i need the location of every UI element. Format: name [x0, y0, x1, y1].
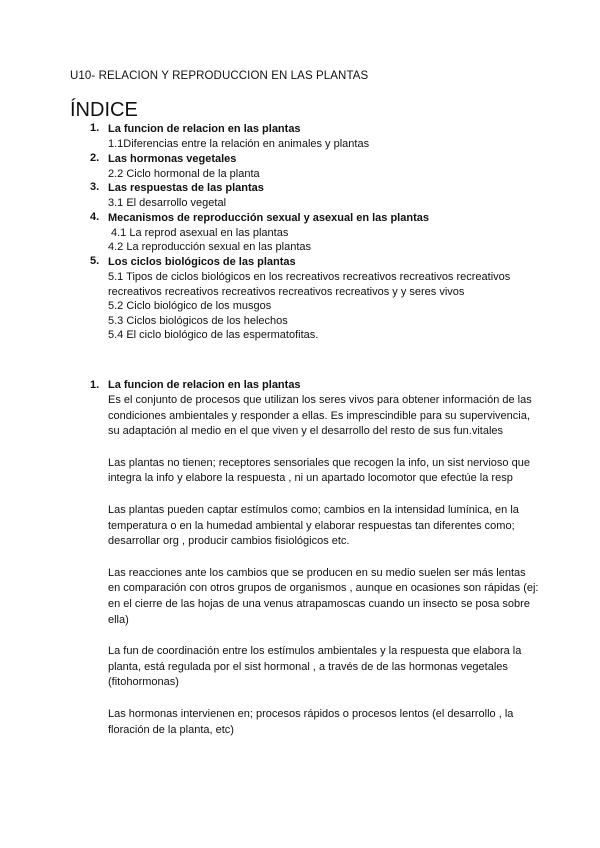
toc-subitem: 5.4 El ciclo biológico de las espermatofitas.: [108, 329, 319, 342]
paragraph: Las plantas no tienen; receptores sensoriales que recogen la info, un sist nervioso que integra la info y elabore la respuesta , ni un apartado locomotor que efectúe la resp: [108, 456, 530, 485]
toc-subitem: 3.1 El desarrollo vegetal: [108, 197, 227, 210]
toc-heading: Las hormonas vegetales: [108, 152, 237, 165]
index-heading: ÍNDICE: [70, 99, 138, 121]
table-of-contents: [90, 122, 550, 343]
toc-heading: Mecanismos de reproducción sexual y asexual en las plantas: [108, 211, 429, 224]
section-title: La funcion de relacion en las plantas: [108, 379, 301, 391]
section-heading: [90, 378, 540, 393]
toc-item-5: [90, 255, 550, 343]
toc-subitem: 1.1Diferencias entre la relación en animales y plantas: [108, 138, 370, 150]
toc-number: 5.: [90, 254, 100, 267]
document-title: U10- RELACION Y REPRODUCCION EN LAS PLANTAS: [70, 70, 369, 82]
toc-subitem: 4.1 La reprod asexual en las plantas: [111, 226, 289, 239]
toc-item-1: [90, 122, 550, 152]
paragraph: La fun de coordinación entre los estímulos ambientales y la respuesta que elabora la planta, está regulada por el sist hormonal , a través de de las hormonas vegetales (fitohormonas): [108, 645, 522, 689]
toc-subitem: 4.2 La reproducción sexual en las plantas: [108, 241, 312, 254]
toc-item-2: [90, 152, 550, 182]
paragraph: Las plantas pueden captar estímulos como; cambios en la intensidad lumínica, en la temperatura o en la humedad ambiental y elaborar respuestas tan diferentes como; desarrollar org , producir cambios fisiológicos etc.: [108, 503, 519, 548]
toc-heading: Los ciclos biológicos de las plantas: [108, 255, 296, 268]
toc-number: 4.: [90, 210, 100, 223]
toc-subitem: 5.3 Ciclos biológicos de los helechos: [108, 314, 288, 327]
toc-number: 1.: [90, 122, 100, 134]
toc-subitem: 2.2 Ciclo hormonal de la planta: [108, 167, 260, 180]
paragraph: Es el conjunto de procesos que utilizan los seres vivos para obtener información de las condiciones ambientales y responder a ellas. Es imprescindible para su supervivencia, su adaptación al medio en el que viven y el desarrollo del resto de sus fun.vitales: [108, 394, 532, 438]
paragraph: Las hormonas intervienen en; procesos rápidos o procesos lentos (el desarrollo , la floración de la planta, etc): [108, 707, 514, 736]
section-number: 1.: [90, 379, 100, 391]
toc-heading: Las respuestas de las plantas: [108, 182, 264, 195]
toc-item-3: [90, 181, 550, 211]
toc-heading: La funcion de relacion en las plantas: [108, 123, 301, 135]
toc-number: 2.: [90, 151, 100, 164]
section-1: [90, 378, 540, 754]
paragraph: Las reacciones ante los cambios que se producen en su medio suelen ser más lentas en comparación con otros grupos de organismos , aunque en ocasiones son rápidas (ej: en el cierre de las hojas de una venus atrapamoscas cuando un insecto se posa sobre ella): [108, 566, 539, 626]
toc-item-4: [90, 211, 550, 255]
toc-subitem: 5.1 Tipos de ciclos biológicos en los recreativos recreativos recreativos recreativos recreativos recreativos recreativos recreativos recreativos y y seres vivos: [108, 270, 511, 298]
toc-subitem: 5.2 Ciclo biológico de los musgos: [108, 300, 272, 313]
toc-number: 3.: [90, 181, 100, 194]
